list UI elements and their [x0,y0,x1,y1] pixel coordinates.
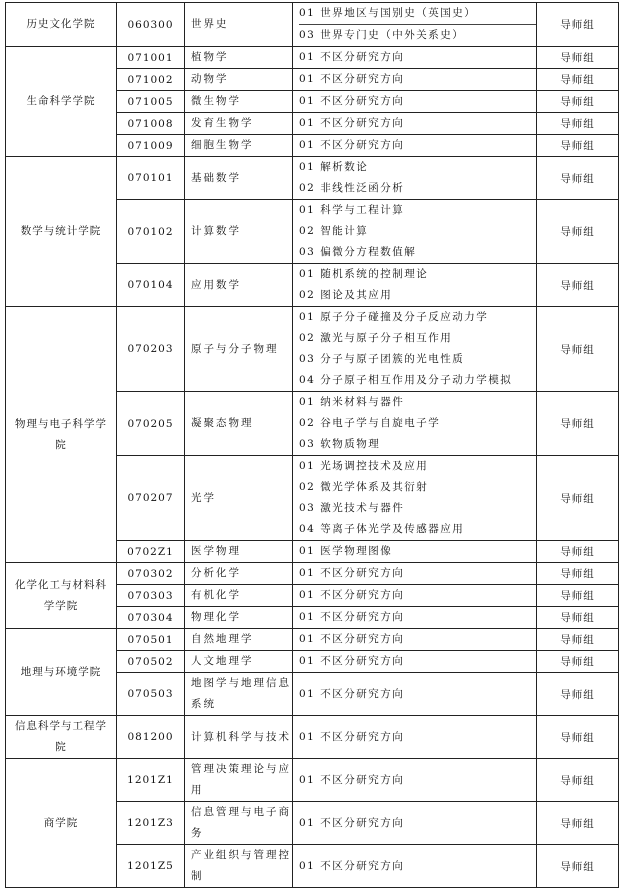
supervisor-cell: 导师组 [537,673,619,716]
research-direction-item: 01 原子分子碰撞及分子反应动力学 [299,311,489,323]
major-name-cell: 微生物学 [185,91,293,113]
college-cell: 化学化工与材料科学学院 [6,563,117,629]
college-cell: 商学院 [6,759,117,888]
supervisor-cell: 导师组 [537,541,619,563]
major-name-cell: 光学 [185,456,293,541]
research-direction-item: 04 分子原子相互作用及分子动力学模拟 [299,374,513,386]
major-name-cell: 产业组织与管理控制 [185,845,293,888]
major-code-cell: 070303 [117,585,185,607]
research-direction-cell [293,629,537,651]
research-direction-item: 01 解析数论 [299,161,369,173]
table-row [6,759,619,802]
college-cell: 历史文化学院 [6,3,117,47]
research-direction-cell [293,563,537,585]
research-direction-item: 04 等离子体光学及传感器应用 [299,523,465,535]
supervisor-cell: 导师组 [537,563,619,585]
major-code-cell: 070503 [117,673,185,716]
research-direction-item: 02 图论及其应用 [299,289,393,301]
research-direction-cell [293,307,537,392]
major-name-cell: 动物学 [185,69,293,91]
major-name-cell: 原子与分子物理 [185,307,293,392]
research-direction-cell [293,651,537,673]
major-name-cell: 管理决策理论与应用 [185,759,293,802]
research-direction-item: 01 光场调控技术及应用 [299,460,429,472]
supervisor-cell: 导师组 [537,759,619,802]
major-name-cell: 分析化学 [185,563,293,585]
research-direction-item: 01 不区分研究方向 [299,611,405,623]
supervisor-cell: 导师组 [537,845,619,888]
research-direction-cell [293,845,537,888]
research-direction-cell [293,541,537,563]
major-name-cell: 人文地理学 [185,651,293,673]
table-row [6,157,619,200]
major-name-cell: 医学物理 [185,541,293,563]
research-direction-item: 01 不区分研究方向 [299,817,405,829]
research-direction-item: 01 不区分研究方向 [299,589,405,601]
research-direction-cell [293,716,537,759]
college-cell: 数学与统计学院 [6,157,117,307]
major-name-cell: 细胞生物学 [185,135,293,157]
major-code-cell: 070502 [117,651,185,673]
major-code-cell: 070304 [117,607,185,629]
research-direction-cell [293,392,537,456]
research-direction-cell [293,200,537,264]
table-row [6,629,619,651]
research-direction-cell [293,135,537,157]
research-direction-item: 01 不区分研究方向 [299,730,405,743]
supervisor-cell: 导师组 [537,135,619,157]
table-row [6,47,619,69]
research-direction-cell [293,264,537,307]
major-code-cell: 071002 [117,69,185,91]
college-cell: 地理与环境学院 [6,629,117,716]
supervisor-cell: 导师组 [537,716,619,759]
major-name-cell: 有机化学 [185,585,293,607]
supervisor-cell: 导师组 [537,802,619,845]
supervisor-cell: 导师组 [537,629,619,651]
major-code-cell: 0702Z1 [117,541,185,563]
research-direction-item: 01 不区分研究方向 [299,860,405,872]
major-name-cell: 物理化学 [185,607,293,629]
research-direction-item: 01 不区分研究方向 [299,139,405,151]
research-direction-item: 01 纳米材料与器件 [299,396,405,408]
research-direction-cell [293,802,537,845]
supervisor-cell: 导师组 [537,651,619,673]
supervisor-cell: 导师组 [537,69,619,91]
research-direction-cell [293,157,537,200]
supervisor-cell: 导师组 [537,607,619,629]
research-direction-cell [293,673,537,716]
major-code-cell: 1201Z1 [117,759,185,802]
research-direction-item: 02 微光学体系及其衍射 [299,481,429,493]
research-direction-item: 01 世界地区与国别史（英国史） [299,7,477,19]
research-direction-item: 03 偏微分方程数值解 [299,246,417,258]
research-direction-item: 01 科学与工程计算 [299,204,405,216]
table-row [6,716,619,759]
major-code-cell: 071008 [117,113,185,135]
major-code-cell: 070101 [117,157,185,200]
research-direction-item: 01 不区分研究方向 [299,51,405,63]
research-direction-item: 02 谷电子学与自旋电子学 [299,417,441,429]
research-direction-item: 03 分子与原子团簇的光电性质 [299,353,465,365]
college-cell: 信息科学与工程学院 [6,716,117,759]
supervisor-cell: 导师组 [537,47,619,69]
major-name-cell: 计算机科学与技术 [185,716,293,759]
supervisor-cell: 导师组 [537,3,619,47]
major-code-cell: 070205 [117,392,185,456]
supervisor-cell: 导师组 [537,456,619,541]
major-code-cell: 070501 [117,629,185,651]
research-direction-item: 01 不区分研究方向 [299,774,405,786]
research-direction-cell [293,3,537,47]
research-direction-cell [293,607,537,629]
college-cell: 生命科学学院 [6,47,117,157]
major-code-cell: 070207 [117,456,185,541]
major-code-cell: 070104 [117,264,185,307]
major-name-cell: 发育生物学 [185,113,293,135]
research-direction-item: 02 激光与原子分子相互作用 [299,332,453,344]
major-name-cell: 信息管理与电子商务 [185,802,293,845]
major-name-cell: 世界史 [185,3,293,47]
table-row [6,3,619,47]
research-direction-cell [293,69,537,91]
major-name-cell: 植物学 [185,47,293,69]
research-direction-item: 01 不区分研究方向 [299,73,405,85]
research-direction-item: 03 激光技术与器件 [299,502,405,514]
major-name-cell: 计算数学 [185,200,293,264]
college-cell: 物理与电子科学学院 [6,307,117,563]
supervisor-cell: 导师组 [537,157,619,200]
major-code-cell: 1201Z3 [117,802,185,845]
research-direction-item: 01 不区分研究方向 [299,95,405,107]
major-code-cell: 071009 [117,135,185,157]
table-row [6,563,619,585]
research-direction-item: 02 非线性泛函分析 [299,182,405,194]
major-code-cell: 070203 [117,307,185,392]
research-direction-item: 01 不区分研究方向 [299,688,405,700]
research-direction-item: 01 不区分研究方向 [299,567,405,579]
research-direction-item: 01 不区分研究方向 [299,655,405,667]
supervisor-cell: 导师组 [537,585,619,607]
research-direction-cell [293,585,537,607]
research-direction-item: 03 世界专门史（中外关系史） [299,24,536,46]
research-direction-cell [293,91,537,113]
major-code-cell: 070102 [117,200,185,264]
supervisor-cell: 导师组 [537,264,619,307]
research-direction-item: 01 医学物理图像 [299,545,393,557]
research-direction-item: 03 软物质物理 [299,438,381,450]
major-name-cell: 基础数学 [185,157,293,200]
major-name-cell: 地图学与地理信息系统 [185,673,293,716]
major-name-cell: 凝聚态物理 [185,392,293,456]
major-name-cell: 自然地理学 [185,629,293,651]
research-direction-item: 01 不区分研究方向 [299,633,405,645]
supervisor-cell: 导师组 [537,392,619,456]
major-code-cell: 071005 [117,91,185,113]
supervisor-cell: 导师组 [537,91,619,113]
research-direction-cell [293,113,537,135]
supervisor-cell: 导师组 [537,113,619,135]
major-code-cell: 1201Z5 [117,845,185,888]
table-row [6,307,619,392]
research-direction-item: 01 随机系统的控制理论 [299,268,429,280]
research-direction-item: 01 不区分研究方向 [299,117,405,129]
major-name-cell: 应用数学 [185,264,293,307]
major-code-cell: 081200 [117,716,185,759]
research-direction-item: 02 智能计算 [299,225,369,237]
supervisor-cell: 导师组 [537,200,619,264]
research-direction-cell [293,47,537,69]
major-code-cell: 060300 [117,3,185,47]
major-code-cell: 071001 [117,47,185,69]
major-code-cell: 070302 [117,563,185,585]
admissions-table [5,2,619,888]
research-direction-cell [293,456,537,541]
supervisor-cell: 导师组 [537,307,619,392]
research-direction-cell [293,759,537,802]
